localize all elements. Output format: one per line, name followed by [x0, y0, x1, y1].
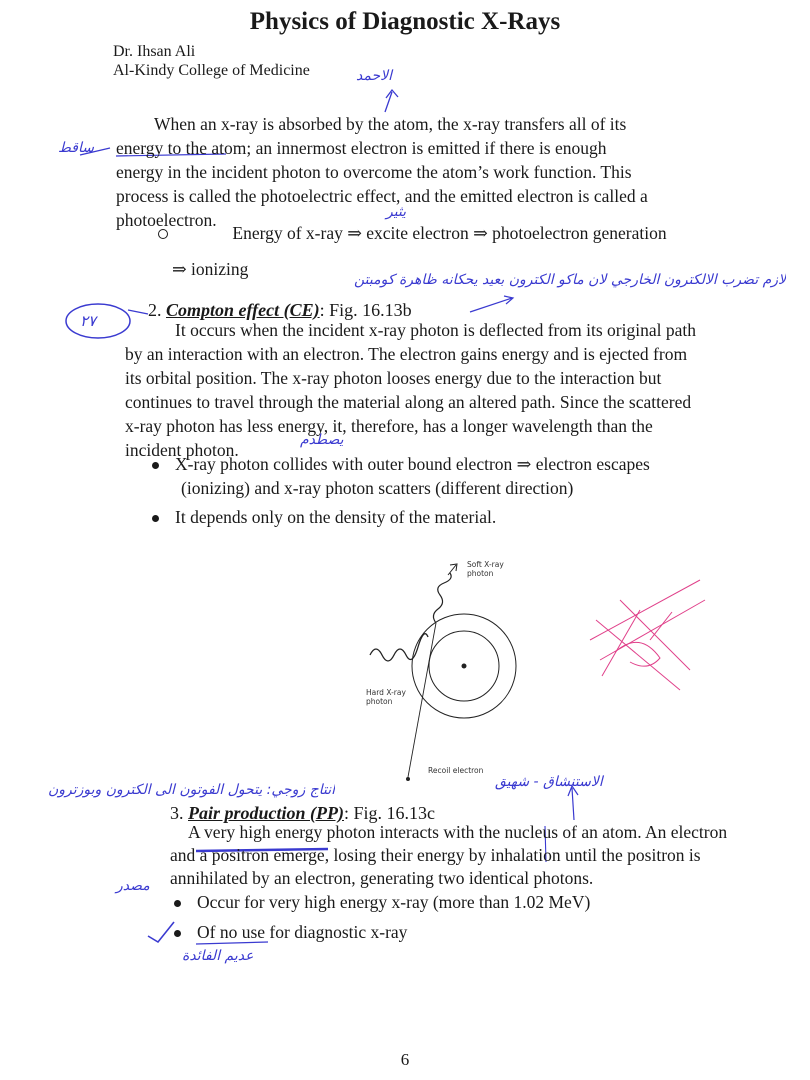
- pair-bullet-1: Occur for very high energy x-ray (more than 1.02 MeV): [174, 890, 590, 914]
- check-mark: [148, 922, 174, 942]
- soft-photon-label: Soft X-ray photon: [467, 560, 504, 578]
- compton-heading: 2. Compton effect (CE): Fig. 16.13b: [148, 300, 412, 320]
- photoelectric-sub-bullet-cont: ⇒ ionizing: [172, 259, 249, 279]
- compton-bullet-2: It depends only on the density of the material.: [152, 505, 496, 529]
- annotation-excite: يثير: [386, 204, 407, 220]
- author-institution: Al-Kindy College of Medicine: [113, 62, 310, 79]
- compton-bullet-1-cont: (ionizing) and x-ray photon scatters (different direction): [181, 478, 574, 498]
- compton-diagram: [340, 555, 540, 795]
- hard-photon-label: Hard X-ray photon: [366, 688, 406, 706]
- compton-paragraph: It occurs when the incident x-ray photon is deflected from its original path by an interaction with an electron. The electron gains energy and is ejected from its orbital position. The x-ray photon looses energy due to the interaction but continues to travel through the material along an altered path. Since the scattered x-ray photon has less energy, it, therefore, has a longer wavelength than the incident photon.: [125, 320, 696, 460]
- photoelectric-sub-bullet: Energy of x-ray ⇒ excite electron ⇒ photoelectron generation: [158, 221, 667, 245]
- recoil-path: [408, 623, 436, 777]
- recoil-electron-dot: [406, 777, 410, 781]
- annotation-source: مصدر: [116, 878, 150, 894]
- annotation-absorbed: الاحمد: [356, 68, 392, 84]
- recoil-electron-label: Recoil electron: [428, 766, 484, 775]
- pair-bullet-2: Of no use for diagnostic x-ray: [174, 920, 407, 944]
- annotation-compton-head: لازم تضرب الالكترون الخارجي لان ماكو الكترون بعيد يحكانه ظاهرة كومبتن: [354, 272, 786, 288]
- pink-scribble: [590, 580, 705, 690]
- bullet-dot-icon: [152, 515, 159, 522]
- annotation-nucleus: الاستنشاق - شهيق: [495, 774, 603, 790]
- photoelectric-paragraph: When an x-ray is absorbed by the atom, the x-ray transfers all of its energy to the atom; an innermost electron is emitted if there is enough energy in the incident photon to overcome the atom’s work function. This process is called the photoelectric effect, and the emitted electron is called a photoelectron.: [116, 114, 648, 230]
- hard-photon-wave: [370, 634, 428, 661]
- author-name: Dr. Ihsan Ali: [113, 43, 196, 60]
- compton-arrow: [470, 296, 513, 312]
- hollow-bullet-icon: [158, 229, 168, 239]
- page-title: Physics of Diagnostic X-Rays: [249, 8, 561, 35]
- soft-photon-wave: [433, 573, 451, 623]
- pair-paragraph: A very high energy photon interacts with the nucleus of an atom. An electron and a positron emerge, losing their energy by inhalation until the positron is annihilated by an electron, generating two identical photons.: [170, 822, 728, 888]
- bullet-dot-icon: [174, 930, 181, 937]
- annotation-pair-head: انتاج زوجي: يتحول الفوتون الى الكترون وبوزترون: [47, 782, 335, 798]
- bullet-dot-icon: [152, 462, 159, 469]
- circled-number-ring: [66, 304, 130, 338]
- compton-bullet-1: X-ray photon collides with outer bound electron ⇒ electron escapes: [152, 452, 772, 476]
- annotation-circled-number: ٢٧: [80, 312, 97, 330]
- page-number: 6: [400, 1050, 410, 1069]
- absorbed-arrow: [385, 90, 398, 112]
- pair-heading: 3. Pair production (PP): Fig. 16.13c: [170, 803, 436, 823]
- annotation-no-use: عديم الفائدة: [182, 948, 254, 964]
- soft-photon-arrowhead: [448, 564, 457, 575]
- annotation-collides: يصطدم: [300, 432, 344, 448]
- nucleus-dot: [462, 664, 467, 669]
- bullet-dot-icon: [174, 900, 181, 907]
- annotation-left-margin: ساقط: [58, 140, 94, 156]
